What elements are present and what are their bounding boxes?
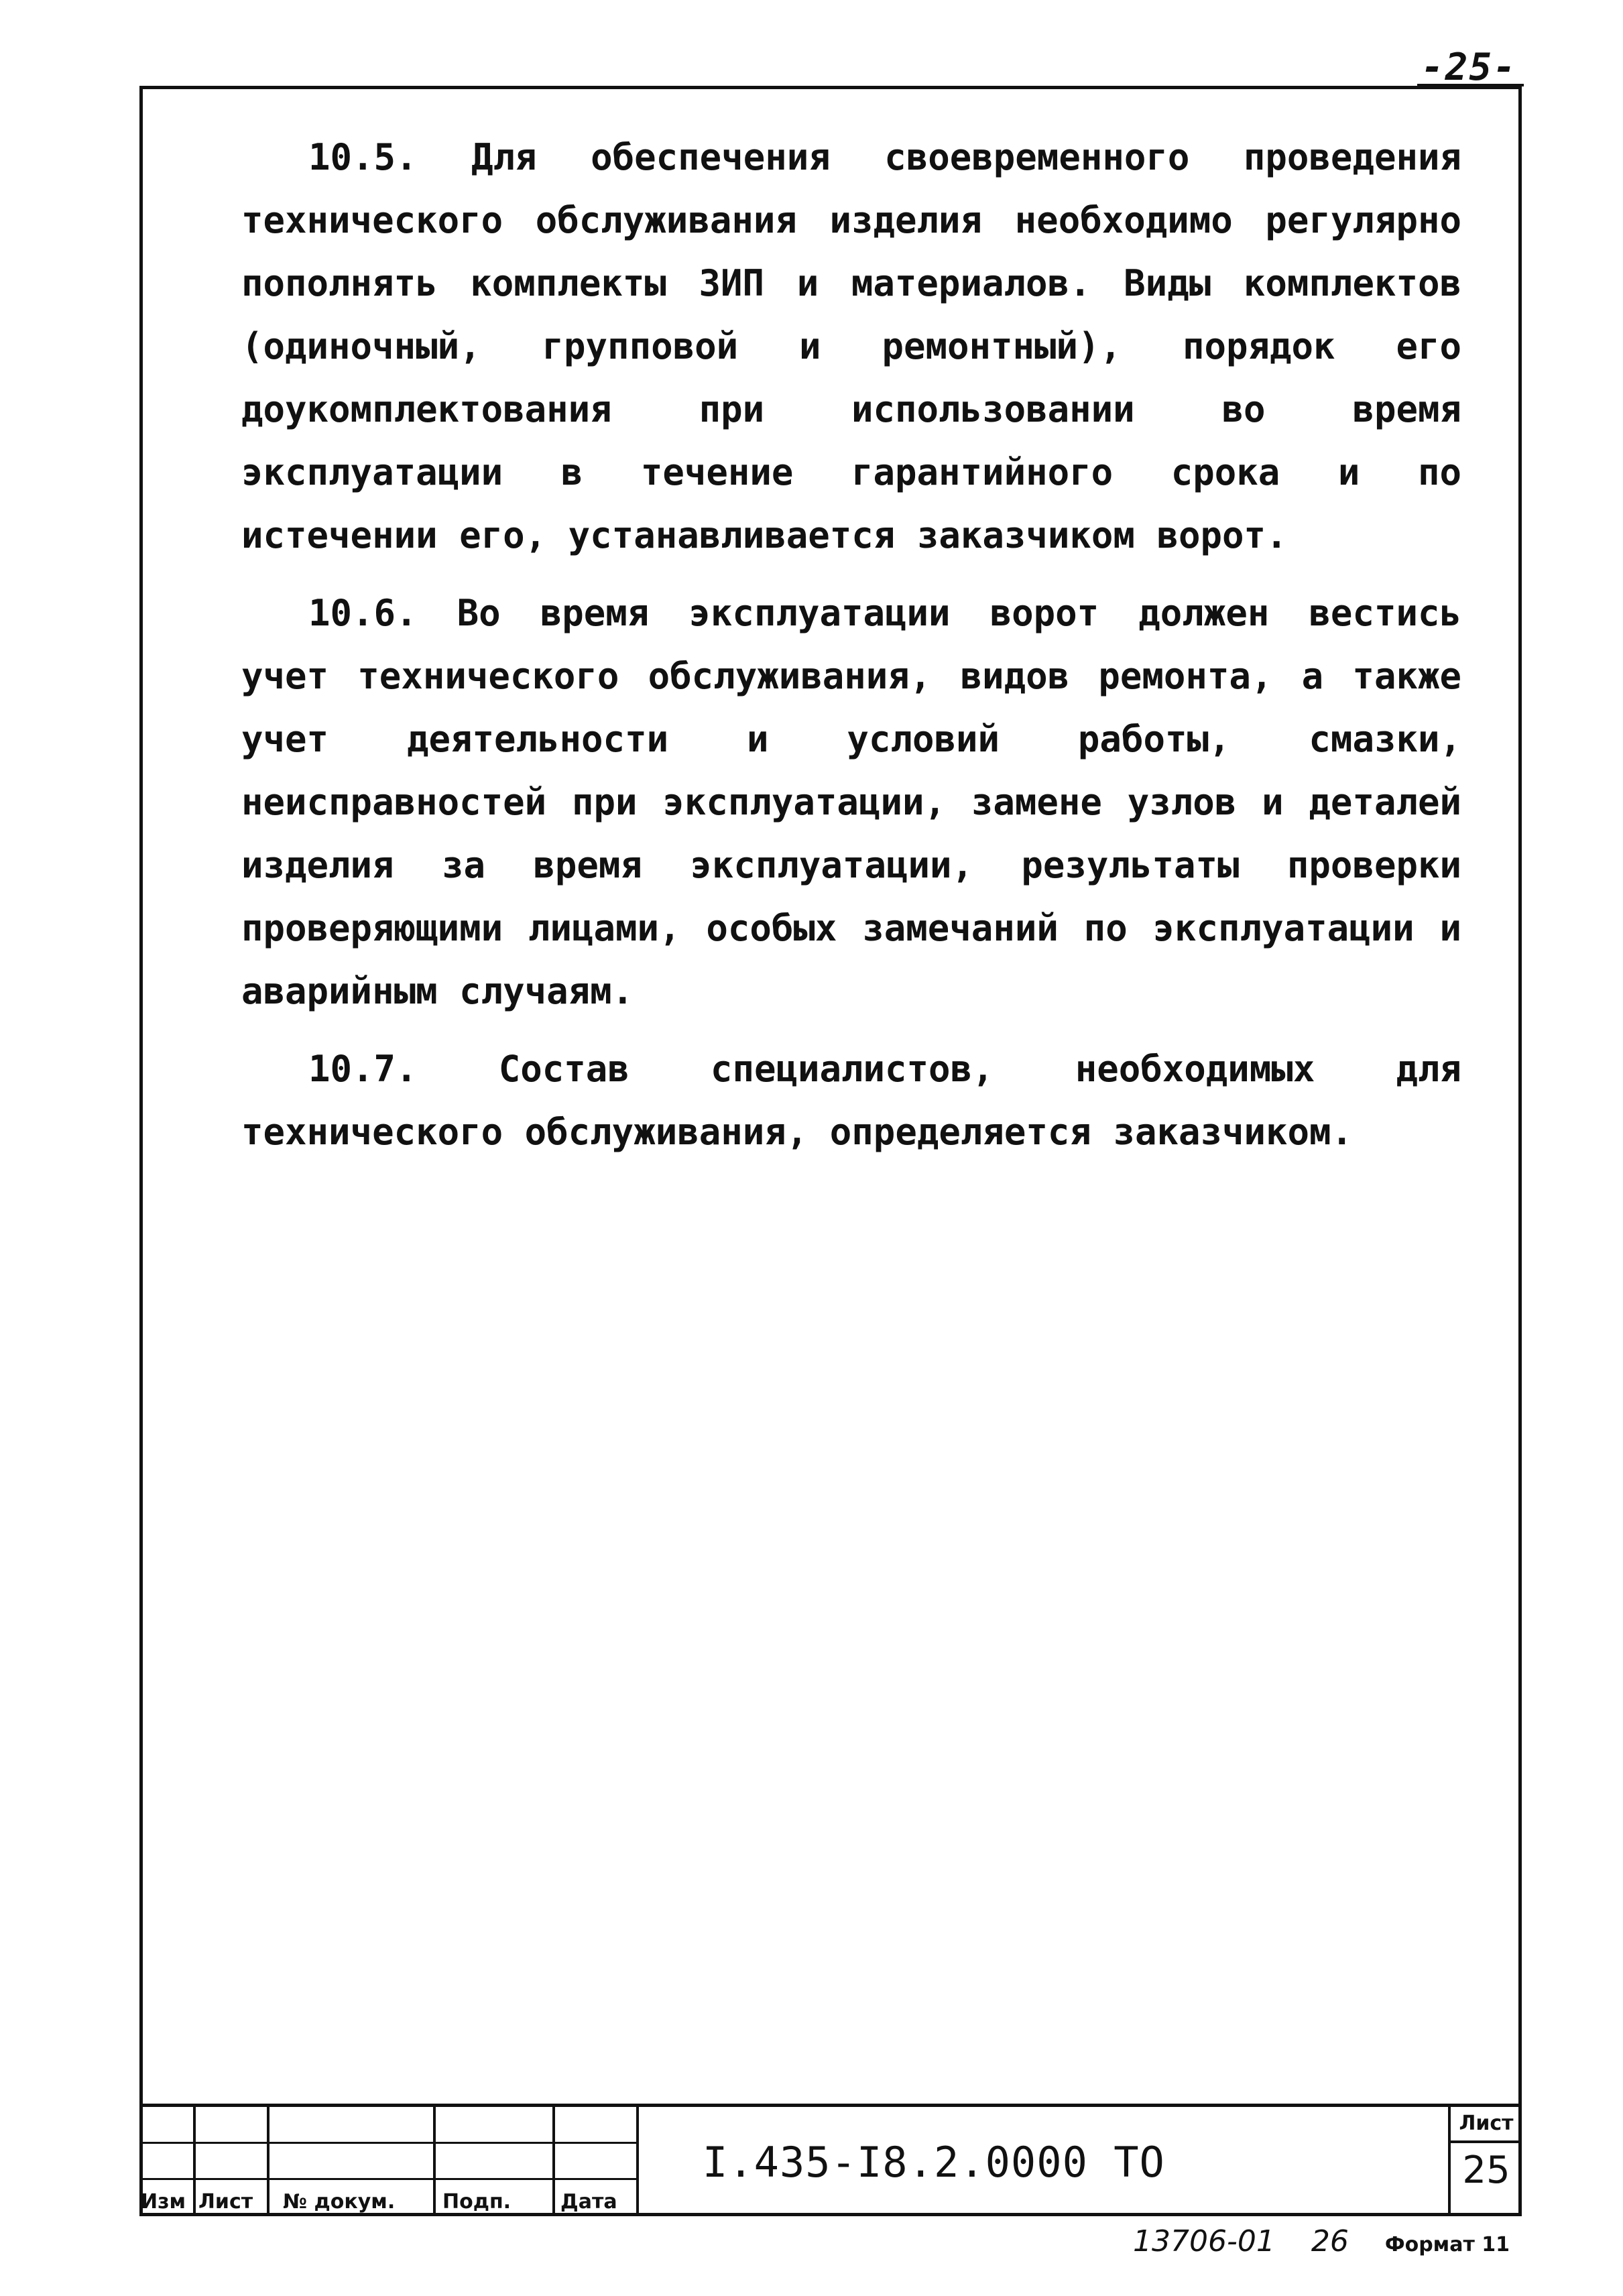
paragraph-text: Во время эксплуатации ворот должен вестись учет технического обслуживания, видов ремонта, а также учет деятельности и условий работы, смазки, неисправностей при эксплуатации, замене узлов и деталей изделия за время эксплуатации, результаты проверки проверяющими лицами, особых замечаний по эксплуатации и аварийным случаям.	[241, 592, 1461, 1012]
copy-number: 26	[1311, 2224, 1349, 2258]
column-label-list: Лист	[198, 2190, 253, 2214]
column-label-signature: Подп.	[442, 2190, 512, 2214]
grid-column	[269, 2107, 436, 2216]
paragraph-text: Состав специалистов, необходимых для технического обслуживания, определяется заказчиком.	[241, 1048, 1462, 1153]
paragraph-text: Для обеспечения своевременного проведения технического обслуживания изделия необходимо регулярно пополнять комплекты ЗИП и материалов. Виды комплектов (одиночный, групповой и ремонтный), порядок его доукомплектования при использовании во время эксплуатации в течение гарантийного срока и по истечении его, устанавливается заказчиком ворот.	[241, 136, 1461, 556]
format-label: Формат 11	[1384, 2233, 1510, 2256]
grid-column	[555, 2107, 639, 2216]
footer-note	[1133, 2224, 1537, 2258]
page-number: -25-	[1421, 46, 1517, 89]
column-label-doc-number: № докум.	[283, 2190, 396, 2214]
grid-column	[139, 2107, 196, 2216]
grid-column	[436, 2107, 555, 2216]
paragraph-10-7	[241, 1038, 1461, 1164]
order-number: 13706-01	[1133, 2224, 1275, 2258]
paragraph-number: 10.6.	[308, 592, 418, 634]
paragraph-10-6	[241, 582, 1461, 1023]
document-code: I.435-I8.2.0000 ТО	[703, 2138, 1165, 2187]
sheet-number: 25	[1462, 2149, 1510, 2192]
paragraph-number: 10.7.	[308, 1048, 418, 1090]
paragraph-number: 10.5.	[308, 136, 418, 178]
paragraph-10-5	[241, 126, 1461, 567]
column-label-date: Дата	[560, 2190, 617, 2214]
column-label-izm: Изм	[141, 2190, 186, 2214]
sheet-label: Лист	[1451, 2107, 1522, 2143]
sheet-box	[1448, 2107, 1522, 2216]
grid-column	[196, 2107, 269, 2216]
document-body	[241, 126, 1461, 1179]
title-block	[139, 2104, 1522, 2216]
